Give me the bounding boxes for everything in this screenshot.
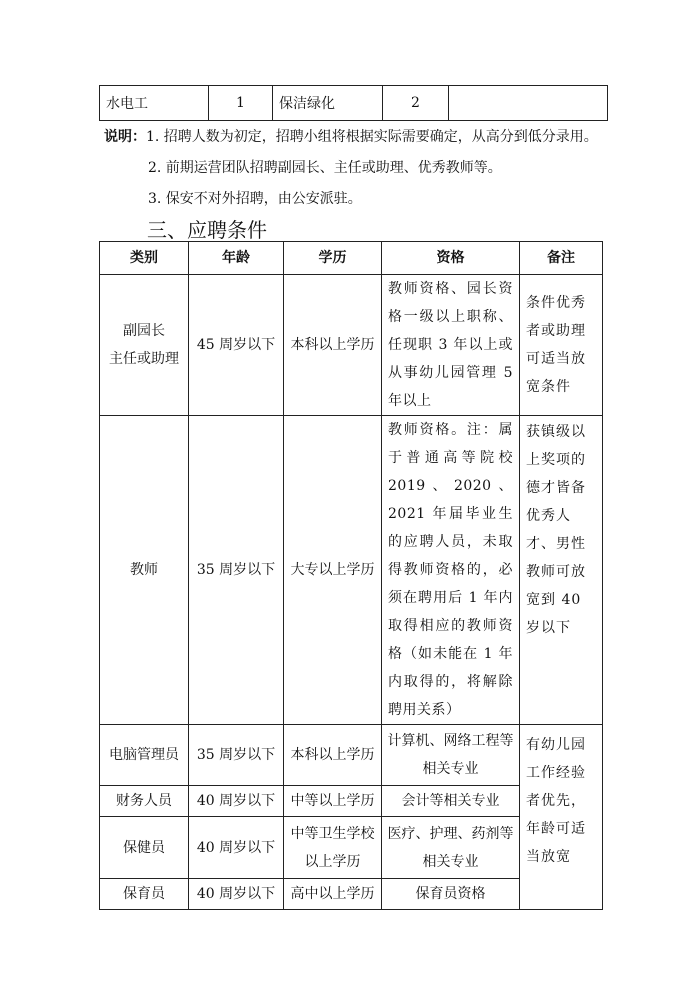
category-cell: [100, 275, 189, 416]
education-cell: 高中以上学历: [284, 879, 382, 910]
education-cell: 本科以上学历: [284, 275, 382, 416]
remark-cell: 条件优秀者或助理可适当放宽条件: [520, 275, 603, 416]
column-header: 备注: [520, 242, 603, 275]
position-name: 水电工: [100, 86, 209, 121]
category-cell: 保育员: [100, 879, 189, 910]
qualification-cell: 教师资格。注：属于普通高等院校 2019、2020、2021 年届毕业生的应聘人员，未取得教师资格的，必须在聘用后 1 年内取得相应的教师资格（如未能在 1 年内取得的，将解除聘用关系）: [382, 416, 520, 725]
position-count: 2: [383, 86, 449, 121]
category-line: 主任或助理: [109, 351, 179, 367]
qualification-cell: 会计等相关专业: [382, 786, 520, 817]
table-row: [100, 725, 603, 786]
remark-cell: 获镇级以上奖项的德才皆备优秀人才、男性教师可放宽到 40 岁以下: [520, 416, 603, 725]
education-line: 中等卫生学校: [290, 825, 375, 842]
age-cell: 40 周岁以下: [189, 817, 284, 879]
position-count: 1: [209, 86, 273, 121]
column-header: 年龄: [189, 242, 284, 275]
category-line: 副园长: [123, 323, 165, 339]
note-text: 1. 招聘人数为初定，招聘小组将根据实际需要确定，从高分到低分录用。: [146, 129, 598, 145]
qualification-line: 医疗、护理、药剂等: [387, 825, 514, 842]
education-cell: [284, 817, 382, 879]
qualification-line: 相关专业: [422, 761, 479, 777]
age-cell: 40 周岁以下: [189, 879, 284, 910]
table-row: [100, 416, 603, 725]
note-2: 2. 前期运营团队招聘副园长、主任或助理、优秀教师等。: [148, 160, 502, 176]
section-title: 三、应聘条件: [147, 218, 267, 242]
education-line: 以上学历: [304, 853, 361, 870]
category-cell: 电脑管理员: [100, 725, 189, 786]
note-label: 说明：: [104, 129, 146, 145]
age-cell: 35 周岁以下: [189, 416, 284, 725]
table-header-row: [100, 242, 603, 275]
column-header: 学历: [284, 242, 382, 275]
education-cell: 中等以上学历: [284, 786, 382, 817]
note-3: 3. 保安不对外招聘，由公安派驻。: [148, 191, 362, 207]
qualification-line: 计算机、网络工程等: [387, 733, 514, 749]
shared-remark-cell: 有幼儿园工作经验者优先，年龄可适当放宽: [520, 725, 603, 910]
category-cell: 教师: [100, 416, 189, 725]
qualification-line: 相关专业: [422, 853, 479, 870]
empty-cell: [449, 86, 608, 121]
qualification-cell: [382, 817, 520, 879]
qualification-cell: 保育员资格: [382, 879, 520, 910]
position-name: 保洁绿化: [273, 86, 383, 121]
age-cell: 35 周岁以下: [189, 725, 284, 786]
category-cell: 财务人员: [100, 786, 189, 817]
table-row: [100, 86, 608, 121]
column-header: 类别: [100, 242, 189, 275]
note-1: [104, 126, 598, 146]
column-header: 资格: [382, 242, 520, 275]
age-cell: 45 周岁以下: [189, 275, 284, 416]
category-cell: 保健员: [100, 817, 189, 879]
staff-count-table: [99, 85, 608, 121]
qualification-cell: [382, 725, 520, 786]
education-cell: 大专以上学历: [284, 416, 382, 725]
age-cell: 40 周岁以下: [189, 786, 284, 817]
qualification-cell: 教师资格、园长资格一级以上职称、任现职 3 年以上或从事幼儿园管理 5 年以上: [382, 275, 520, 416]
table-row: [100, 275, 603, 416]
education-cell: 本科以上学历: [284, 725, 382, 786]
requirements-table: [99, 241, 603, 910]
